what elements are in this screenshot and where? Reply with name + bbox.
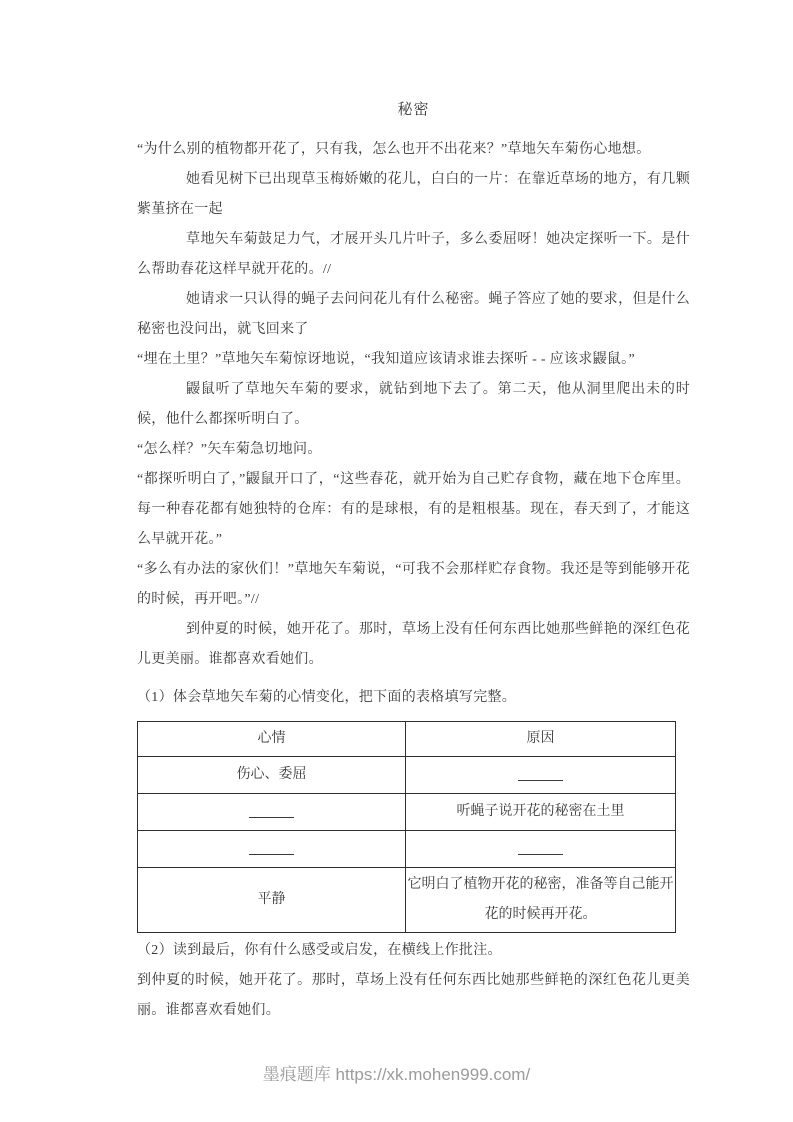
story-paragraph: “为什么别的植物都开花了，只有我，怎么也开不出花来？”草地矢车菊伤心地想。 [137, 142, 651, 157]
story-paragraph: 到仲夏的时候，她开花了。那时，草场上没有任何东西比她那些鲜艳的深红色花儿更美丽。谁都喜欢看她们。 [137, 622, 690, 667]
table-header-mood: 心情 [138, 722, 406, 757]
story-paragraph: 鼹鼠听了草地矢车菊的要求，就钻到地下去了。第二天，他从洞里爬出未的时候，他什么都探听明白了。 [137, 382, 690, 427]
table-row [138, 868, 676, 933]
question-1-label: （1）体会草地矢车菊的心情变化，把下面的表格填写完整。 [137, 690, 517, 705]
table-row [138, 794, 676, 831]
answer-blank [518, 843, 563, 855]
answer-blank [249, 843, 294, 855]
table-row [138, 757, 676, 794]
reason-cell [406, 757, 676, 794]
story-paragraph: “多么有办法的家伙们！”草地矢车菊说，“可我不会那样贮存食物。我还是等到能够开花的时候，再开吧。”// [137, 562, 690, 607]
reason-cell: 它明白了植物开花的秘密，准备等自己能开花的时候再开花。 [406, 868, 676, 933]
reading-passage [137, 95, 690, 1026]
mood-cell [138, 794, 406, 831]
story-paragraph: “都探听明白了，”鼹鼠开口了，“这些春花，就开始为自己贮存食物，藏在地下仓库里。每一种春花都有她独特的仓库：有的是球根，有的是粗根基。现在，春天到了，才能这么早就开花。” [137, 472, 690, 547]
reason-cell [406, 831, 676, 868]
table-row [138, 831, 676, 868]
document-title: 秘密 [397, 102, 430, 118]
footer-watermark: 墨痕题库 https://xk.mohen999.com/ [262, 1065, 531, 1084]
mood-reason-table [137, 721, 676, 933]
table-header-row [138, 722, 676, 757]
answer-blank [249, 806, 294, 818]
story-paragraph: 她看见树下已出现草玉梅娇嫩的花儿，白白的一片：在靠近草场的地方，有几颗紫堇挤在一起 [137, 172, 690, 217]
mood-cell: 伤心、委屈 [138, 757, 406, 794]
story-paragraph: “埋在土里？”草地矢车菊惊讶地说，“我知道应该请求谁去探听 - - 应该求鼹鼠。” [137, 352, 635, 367]
closing-paragraph: 到仲夏的时候，她开花了。那时，草场上没有任何东西比她那些鲜艳的深红色花儿更美丽。谁都喜欢看她们。 [137, 973, 690, 1018]
question-2-label: （2）读到最后，你有什么感受或启发，在横线上作批注。 [137, 943, 502, 958]
story-paragraph: 她请求一只认得的蝇子去问问花儿有什么秘密。蝇子答应了她的要求，但是什么秘密也没问出，就飞回来了 [137, 292, 690, 337]
reason-cell: 听蝇子说开花的秘密在土里 [406, 794, 676, 831]
story-paragraph: “怎么样？”矢车菊急切地问。 [137, 442, 322, 457]
answer-blank [518, 769, 563, 781]
table-header-reason: 原因 [406, 722, 676, 757]
story-paragraph: 草地矢车菊鼓足力气，才展开头几片叶子，多么委屈呀！她决定探听一下。是什么帮助春花这样早就开花的。// [137, 232, 690, 277]
mood-cell [138, 831, 406, 868]
mood-cell: 平静 [138, 868, 406, 933]
